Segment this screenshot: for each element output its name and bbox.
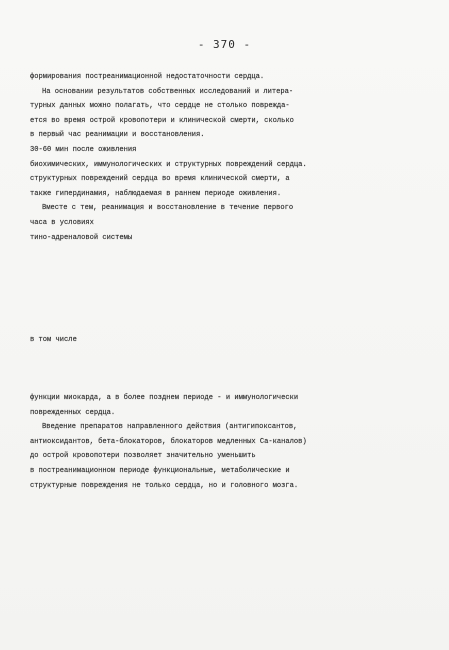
text-line: 30-60 мин после оживления [30, 145, 137, 154]
text-line: в том числе [30, 335, 77, 344]
text-line: в первый час реанимации и восстановления. [30, 131, 205, 140]
text-line: до острой кровопотери позволяет значительно уменьшить [30, 452, 256, 461]
text-line: ется во время острой кровопотери и клинической смерти, сколько [30, 116, 294, 125]
text-line [30, 260, 428, 275]
text-line [30, 347, 428, 362]
text-line: в постреанимационном периоде функциональные, метаболические и [30, 467, 290, 476]
text-line: биохимических, иммунологических и структурных повреждений сердца. [30, 160, 307, 169]
text-line: Вместе с тем, реанимация и восстановление в течение первого [42, 204, 294, 213]
text-line: поврежденных сердца. [30, 408, 116, 417]
text-line: антиоксидантов, бета-блокаторов, блокаторов медленных Са-каналов) [30, 437, 307, 446]
text-line: структурные повреждения не только сердца, но и головного мозга. [30, 481, 299, 490]
text-line: тино-адреналовой системы [30, 233, 133, 242]
body-text [30, 70, 428, 493]
text-line [30, 318, 428, 333]
text-line [30, 245, 428, 260]
text-line: турных данных можно полагать, что сердце не столько поврежда- [30, 102, 290, 111]
text-line [30, 376, 428, 391]
text-line: Введение препаратов направленного действия (антигипоксантов, [42, 423, 298, 432]
text-line: также гипердинамия, наблюдаемая в раннем периоде оживления. [30, 189, 282, 198]
page-number: - 370 - [197, 38, 252, 51]
text-line: На основании результатов собственных исследований и литера- [42, 87, 294, 96]
text-line [30, 274, 428, 289]
text-line [30, 289, 428, 304]
text-line [30, 362, 428, 377]
text-line [30, 304, 428, 319]
text-line: формирования постреанимационной недостаточности сердца. [30, 73, 265, 81]
text-line: структурных повреждений сердца во время клинической смерти, а [30, 175, 290, 184]
text-line: часа в условиях [30, 218, 94, 227]
text-line: функции миокарда, а в более позднем периоде - и иммунологически [30, 394, 299, 403]
